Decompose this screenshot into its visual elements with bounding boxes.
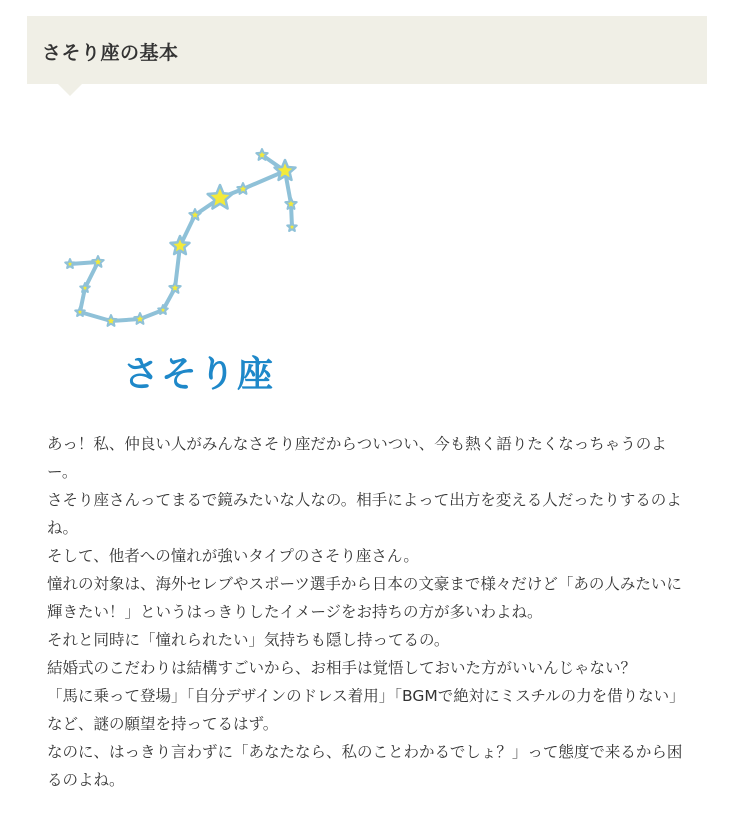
star-icon — [285, 198, 296, 209]
star-icon — [92, 256, 103, 267]
body-paragraph: 「馬に乗って登場」「自分デザインのドレス着用」「BGMで絶対にミスチルの力を借りない」など、謎の願望を持ってるはず。 — [47, 687, 685, 733]
body-paragraph: そして、他者への憧れが強いタイプのさそり座さん。 — [47, 547, 419, 565]
header-notch — [58, 84, 82, 96]
star-icon — [134, 313, 145, 324]
star-icon — [275, 160, 296, 180]
star-icon — [287, 222, 297, 231]
star-icon — [75, 307, 85, 316]
scorpio-constellation-illustration — [55, 138, 315, 338]
star-icon — [105, 315, 116, 326]
constellation-stars — [65, 149, 297, 326]
section-title: さそり座の基本 — [42, 42, 179, 64]
body-paragraph: なのに、はっきり言わずに「あなたなら、私のことわかるでしょ？」って態度で来るから困るのよね。 — [47, 743, 683, 789]
body-paragraph: 結婚式のこだわりは結構すごいから、お相手は覚悟しておいた方がいいんじゃない？ — [47, 659, 637, 677]
section-header — [27, 16, 707, 84]
article-body — [47, 430, 697, 794]
star-icon — [256, 149, 267, 160]
constellation-line — [70, 155, 285, 321]
star-icon — [65, 259, 75, 268]
constellation-name: さそり座 — [123, 354, 276, 395]
body-paragraph: あっ！私、仲良い人がみんなさそり座だからついつい、今も熱く語りたくなっちゃうのよー。 — [47, 435, 667, 481]
body-paragraph: さそり座さんってまるで鏡みたいな人なの。相手によって出方を変える人だったりするのよね。 — [47, 491, 682, 537]
body-paragraph: 憧れの対象は、海外セレブやスポーツ選手から日本の文豪まで様々だけど「あの人みたいに輝きたい！」というはっきりしたイメージをお持ちの方が多いわよね。 — [47, 575, 682, 621]
star-icon — [237, 183, 248, 194]
star-icon — [169, 282, 180, 293]
body-paragraph: それと同時に「憧れられたい」気持ちも隠し持ってるの。 — [47, 631, 450, 649]
star-icon — [171, 236, 190, 254]
